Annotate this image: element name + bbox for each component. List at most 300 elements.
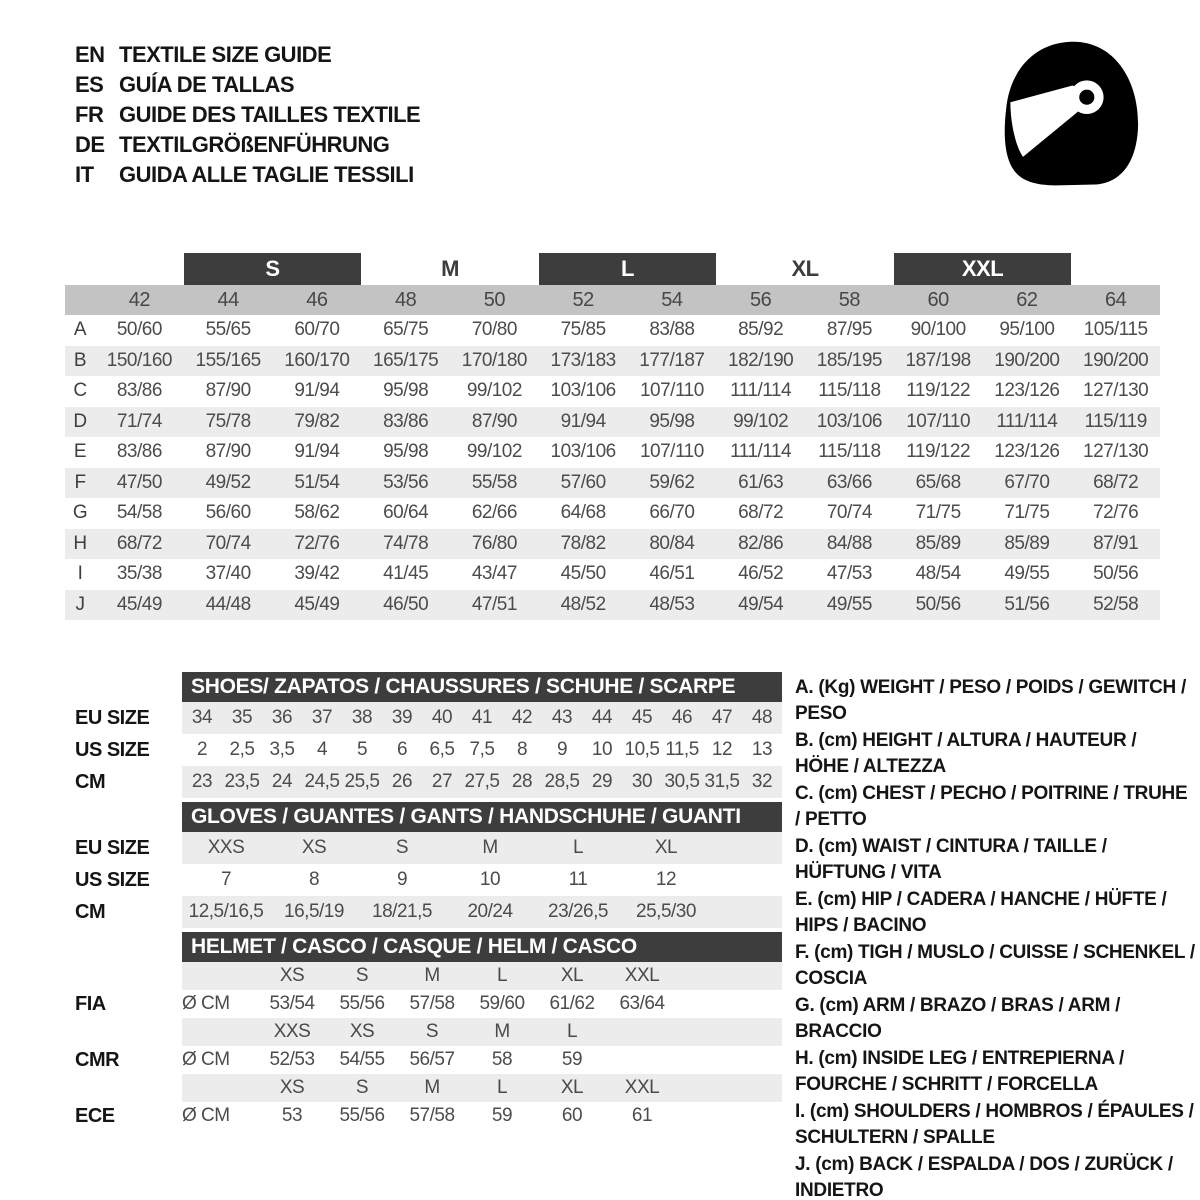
size-row-g [65,498,1160,529]
size-value: 35/38 [116,563,162,585]
measurement-legend [795,675,1195,1200]
row-letter: B [73,349,87,371]
spacer [65,932,182,962]
helmet-value: 61/62 [549,993,595,1014]
language-code: FR [75,102,104,127]
size-value: 49/55 [826,593,872,615]
size-value: 37/40 [205,563,251,585]
shoes-title: SHOES/ ZAPATOS / CHAUSSURES / SCHUHE / SCARPE [182,672,782,702]
shoes-value: 9 [556,739,568,760]
size-value: 45/49 [116,593,162,615]
size-value: 47/50 [116,471,162,493]
size-value: 95/100 [999,319,1055,341]
gloves-title-row [65,802,782,832]
shoes-value: 27,5 [464,771,500,792]
shoes-value: 30 [631,771,653,792]
helmet-size-label: XXL [624,1077,660,1098]
standard-name: ECE [75,1104,115,1127]
gloves-value: 7 [220,869,232,890]
spacer-cell [182,1018,257,1046]
gloves-row-label: EU SIZE [75,836,150,859]
size-row-b [65,346,1160,377]
size-value: 72/76 [1093,502,1139,524]
gloves-value: 9 [396,869,408,890]
shoes-value: 25,5 [344,771,380,792]
helmet-size-label: XS [349,1021,375,1042]
size-value: 66/70 [649,502,695,524]
size-value: 71/75 [915,502,961,524]
helmet-size-label: S [355,965,369,986]
size-value: 127/130 [1083,380,1149,402]
size-value: 65/75 [383,319,429,341]
helmet-size-label: S [355,1077,369,1098]
shoes-value: 43 [551,707,573,728]
size-value: 87/90 [205,380,251,402]
size-value: 75/78 [205,410,251,432]
helmet-rows [65,962,782,1130]
gloves-value: 8 [308,869,320,890]
size-value: 62/66 [471,502,517,524]
size-value: 127/130 [1083,441,1149,463]
shoes-value: 3,5 [269,739,295,760]
size-value: 50/56 [1093,563,1139,585]
size-value: 65/68 [915,471,961,493]
size-value: 155/165 [195,349,261,371]
gloves-value: S [395,837,409,858]
gloves-row-label: US SIZE [75,868,150,891]
language-row [75,160,420,190]
shoes-value: 47 [711,707,733,728]
size-value: 71/74 [116,410,162,432]
size-value: 103/106 [816,410,882,432]
size-value: 87/90 [471,410,517,432]
shoes-value: 32 [751,771,773,792]
legend-entry: H. (cm) INSIDE LEG / ENTREPIERNA / FOURCHE / SCHRITT / FORCELLA [795,1048,1125,1095]
size-value: 177/187 [639,349,705,371]
size-value: 95/98 [383,380,429,402]
size-value: 43/47 [471,563,517,585]
spacer-cell [182,1074,257,1102]
helmet-values-row [65,1046,782,1074]
legend-entry: F. (cm) TIGH / MUSLO / CUISSE / SCHENKEL / COSCIA [795,942,1195,989]
size-value: 41/45 [383,563,429,585]
helmet-value: 53 [281,1105,303,1126]
numeric-size: 64 [1105,288,1127,311]
language-code: DE [75,132,105,157]
gloves-row-values [182,832,782,864]
language-row [75,100,420,130]
size-value: 70/74 [205,532,251,554]
shoes-row-label: CM [75,770,106,793]
helmet-value: 53/54 [269,993,315,1014]
spacer [65,1018,182,1046]
size-value: 107/110 [906,410,971,432]
spacer [65,802,182,832]
helmet-value: 59/60 [479,993,525,1014]
shoes-row [65,766,782,798]
size-value: 190/200 [1083,349,1149,371]
size-value: 47/53 [826,563,872,585]
size-value: 150/160 [106,349,172,371]
standard-name: CMR [75,1048,120,1071]
size-value: 64/68 [560,502,606,524]
size-group-header [65,253,1160,285]
shoes-value: 24 [271,771,293,792]
language-row [75,40,420,70]
size-value: 46/50 [383,593,429,615]
gloves-value: 18/21,5 [372,901,432,922]
size-value: 75/85 [560,319,606,341]
size-value: 45/50 [560,563,606,585]
helmet-value: 59 [491,1105,513,1126]
numeric-size: 62 [1016,288,1038,311]
size-row-f [65,468,1160,499]
size-value: 85/92 [738,319,784,341]
size-value: 44/48 [205,593,251,615]
helmet-size-label: M [424,1077,440,1098]
size-group-m: M [441,256,459,281]
size-value: 74/78 [383,532,429,554]
gloves-value: 12 [655,869,677,890]
shoes-value: 36 [271,707,293,728]
spacer [65,962,182,990]
shoes-value: 29 [591,771,613,792]
shoes-rows [65,702,782,798]
gloves-row [65,896,782,928]
gloves-title: GLOVES / GUANTES / GANTS / HANDSCHUHE / GUANTI [182,802,782,832]
shoes-value: 34 [191,707,213,728]
size-value: 111/114 [996,410,1058,432]
legend-entry: D. (cm) WAIST / CINTURA / TAILLE / HÜFTUNG / VITA [795,836,1107,883]
size-value: 91/94 [294,441,340,463]
shoes-value: 31,5 [704,771,740,792]
helmet-size-label: M [494,1021,510,1042]
shoes-value: 2 [196,739,208,760]
shoes-value: 26 [391,771,413,792]
shoes-title-row [65,672,782,702]
language-label: TEXTILGRÖßENFÜHRUNG [119,132,390,157]
size-value: 170/180 [461,349,527,371]
helmet-title: HELMET / CASCO / CASQUE / HELM / CASCO [182,932,782,962]
helmet-value: 55/56 [339,993,385,1014]
shoes-value: 44 [591,707,613,728]
shoes-value: 41 [471,707,493,728]
size-value: 48/52 [560,593,606,615]
row-letter: E [73,441,87,463]
size-value: 165/175 [373,349,439,371]
size-row-j [65,590,1160,621]
helmet-sizes-row [65,1074,782,1102]
size-value: 99/102 [466,441,522,463]
shoes-section [65,672,782,798]
size-value: 84/88 [826,532,872,554]
shoes-value: 45 [631,707,653,728]
legend-entry: A. (Kg) WEIGHT / PESO / POIDS / GEWITCH / PESO [795,677,1186,724]
size-value: 83/88 [649,319,695,341]
helmet-value: 54/55 [339,1049,385,1070]
row-letter: G [72,502,88,524]
size-value: 61/63 [738,471,784,493]
size-value: 63/66 [826,471,872,493]
helmet-values-row [65,990,782,1018]
size-value: 160/170 [284,349,350,371]
size-value: 103/106 [550,441,616,463]
shoes-value: 37 [311,707,333,728]
helmet-sizes-row [65,962,782,990]
shoes-value: 48 [751,707,773,728]
language-code: EN [75,42,105,67]
diameter-unit-label: Ø CM [182,993,230,1014]
helmet-size-label: L [566,1021,578,1042]
numeric-size: 60 [927,288,949,311]
size-value: 51/54 [294,471,340,493]
helmet-value: 57/58 [409,993,455,1014]
shoes-row [65,702,782,734]
helmet-size-label: S [425,1021,439,1042]
shoes-value: 28,5 [544,771,580,792]
size-value: 91/94 [294,380,340,402]
row-letter: H [73,532,87,554]
spacer [65,672,182,702]
helmet-size-label: M [424,965,440,986]
corner-cell [65,285,95,315]
diameter-unit-label: Ø CM [182,1049,230,1070]
size-value: 68/72 [738,502,784,524]
numeric-size: 50 [483,288,505,311]
size-value: 83/86 [383,410,429,432]
legend-entry: J. (cm) BACK / ESPALDA / DOS / ZURÜCK / INDIETRO [795,1154,1173,1200]
gloves-value: 23/26,5 [548,901,608,922]
gloves-value: XS [301,837,327,858]
size-value: 115/118 [818,380,881,402]
shoes-value: 12 [711,739,733,760]
row-letter: C [73,380,87,402]
size-value: 46/51 [649,563,695,585]
size-value: 50/56 [915,593,961,615]
size-value: 57/60 [560,471,606,493]
helmet-values [182,990,782,1018]
gloves-section [65,802,782,928]
size-value: 39/42 [294,563,340,585]
language-row [75,130,420,160]
gloves-rows [65,832,782,928]
helmet-value: 52/53 [269,1049,315,1070]
size-value: 68/72 [116,532,162,554]
size-value: 115/119 [1084,410,1147,432]
shoes-value: 8 [516,739,528,760]
shoes-value: 46 [671,707,693,728]
size-group-l: L [539,253,717,285]
size-value: 87/95 [826,319,872,341]
size-value: 115/118 [818,441,881,463]
numeric-size: 56 [750,288,772,311]
size-value: 87/90 [205,441,251,463]
size-value: 123/126 [994,380,1060,402]
helmet-value: 60 [561,1105,583,1126]
numeric-size: 48 [395,288,417,311]
size-value: 48/53 [649,593,695,615]
size-value: 60/70 [294,319,340,341]
size-value: 59/62 [649,471,695,493]
size-value: 76/80 [471,532,517,554]
numeric-size: 58 [838,288,860,311]
size-value: 67/70 [1004,471,1050,493]
size-value: 70/74 [826,502,872,524]
size-value: 111/114 [730,441,792,463]
size-value: 47/51 [471,593,517,615]
shoes-value: 23 [191,771,213,792]
size-value: 87/91 [1093,532,1139,554]
size-value: 45/49 [294,593,340,615]
numeric-size: 42 [128,288,150,311]
size-value: 99/102 [733,410,789,432]
helmet-sizes [182,1018,782,1046]
gloves-value: XXS [207,837,245,858]
size-value: 99/102 [466,380,522,402]
shoes-value: 23,5 [224,771,260,792]
size-value: 58/62 [294,502,340,524]
shoes-value: 6,5 [429,739,455,760]
size-value: 107/110 [639,441,704,463]
size-value: 50/60 [116,319,162,341]
shoes-value: 24,5 [304,771,340,792]
legend-entry: G. (cm) ARM / BRAZO / BRAS / ARM / BRACCIO [795,995,1121,1042]
shoes-value: 6 [396,739,408,760]
helmet-value: 59 [561,1049,583,1070]
language-label: GUIDA ALLE TAGLIE TESSILI [119,162,414,187]
size-row-i [65,559,1160,590]
size-value: 85/89 [1004,532,1050,554]
size-group-s: S [184,253,362,285]
shoes-row-values [182,702,782,734]
size-value: 49/55 [1004,563,1050,585]
shoes-value: 30,5 [664,771,700,792]
shoes-value: 7,5 [469,739,495,760]
gloves-value: M [482,837,498,858]
size-group-xl: XL [791,256,819,281]
size-value: 54/58 [116,502,162,524]
helmet-sizes [182,1074,782,1102]
size-value: 80/84 [649,532,695,554]
language-label: GUIDE DES TAILLES TEXTILE [119,102,421,127]
size-group-xxl: XXL [894,253,1072,285]
legend-entry: B. (cm) HEIGHT / ALTURA / HAUTEUR / HÖHE / ALTEZZA [795,730,1137,777]
size-value: 83/86 [116,441,162,463]
gloves-value: 12,5/16,5 [188,901,264,922]
size-value: 72/76 [294,532,340,554]
size-value: 71/75 [1004,502,1050,524]
size-value: 85/89 [915,532,961,554]
shoes-row-label: US SIZE [75,738,150,761]
size-value: 107/110 [639,380,704,402]
helmet-size-label: XS [279,1077,305,1098]
numeric-sizes-bar [65,285,1160,315]
numeric-size: 44 [217,288,239,311]
shoes-value: 35 [231,707,253,728]
shoes-row [65,734,782,766]
helmet-size-label: XL [560,965,584,986]
numeric-size: 54 [661,288,683,311]
shoes-row-values [182,766,782,798]
size-row-c [65,376,1160,407]
size-value: 119/122 [906,441,971,463]
size-row-d [65,407,1160,438]
helmet-value: 58 [491,1049,513,1070]
legend-entry: E. (cm) HIP / CADERA / HANCHE / HÜFTE / HIPS / BACINO [795,889,1167,936]
helmet-size-label: L [496,1077,508,1098]
helmet-icon [985,30,1155,198]
helmet-size-label: XXS [273,1021,311,1042]
shoes-value: 10 [591,739,613,760]
size-value: 111/114 [730,380,792,402]
shoes-value: 39 [391,707,413,728]
size-row-h [65,529,1160,560]
size-value: 56/60 [205,502,251,524]
size-value: 52/58 [1093,593,1139,615]
size-value: 70/80 [471,319,517,341]
gloves-value: L [572,837,584,858]
size-value: 119/122 [906,380,971,402]
spacer [65,1074,182,1102]
language-list [75,40,420,190]
diameter-unit-label: Ø CM [182,1105,230,1126]
gloves-row [65,864,782,896]
row-letter: D [73,410,87,432]
shoes-value: 2,5 [229,739,255,760]
size-value: 190/200 [994,349,1060,371]
numeric-size: 46 [306,288,328,311]
gloves-value: 20/24 [467,901,513,922]
size-value: 53/56 [383,471,429,493]
size-value: 182/190 [728,349,794,371]
legend-entry: I. (cm) SHOULDERS / HOMBROS / ÉPAULES / SCHULTERN / SPALLE [795,1101,1194,1148]
shoes-value: 13 [751,739,773,760]
language-code: IT [75,162,94,187]
helmet-value: 57/58 [409,1105,455,1126]
shoes-row-label: EU SIZE [75,706,150,729]
language-row [75,70,420,100]
spacer-cell [182,962,257,990]
size-value: 49/52 [205,471,251,493]
helmet-size-label: XXL [624,965,660,986]
shoes-value: 11,5 [665,739,699,760]
size-row-a [65,315,1160,346]
helmet-size-label: XL [560,1077,584,1098]
shoes-value: 38 [351,707,373,728]
gloves-row-values [182,864,782,896]
size-value: 123/126 [994,441,1060,463]
size-value: 83/86 [116,380,162,402]
helmet-value: 61 [631,1105,653,1126]
gloves-value: 10 [479,869,501,890]
helmet-size-label: L [496,965,508,986]
helmet-size-label [607,1018,677,1046]
row-letter: A [73,319,87,341]
size-value: 51/56 [1004,593,1050,615]
helmet-title-row [65,932,782,962]
helmet-value: 63/64 [619,993,665,1014]
size-value: 90/100 [910,319,966,341]
helmet-section [65,932,782,1130]
helmet-values [182,1102,782,1130]
gloves-value: 16,5/19 [284,901,344,922]
helmet-values [182,1046,782,1074]
size-value: 95/98 [383,441,429,463]
helmet-value: 55/56 [339,1105,385,1126]
helmet-values-row [65,1102,782,1130]
size-value: 103/106 [550,380,616,402]
language-label: GUÍA DE TALLAS [119,72,295,97]
